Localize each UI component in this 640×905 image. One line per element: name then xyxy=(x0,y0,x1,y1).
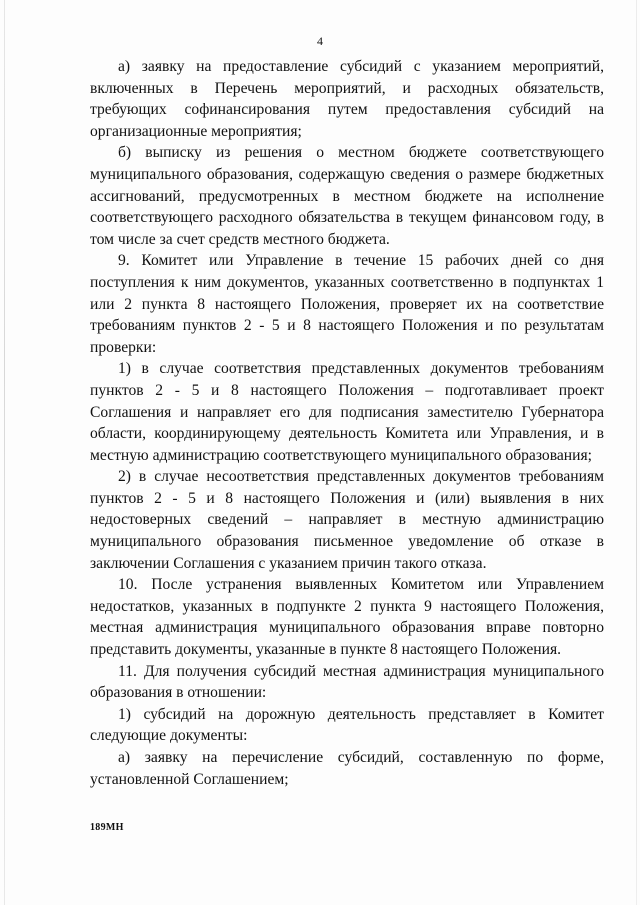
paragraph-clause-11-subitem-a: а) заявку на перечисление субсидий, составленную по форме, установленной Соглашением; xyxy=(90,749,604,788)
paragraph-clause-11-item-1: 1) субсидий на дорожную деятельность представляет в Комитет следующие документы: xyxy=(90,705,604,745)
paragraph-subitem-b-budget-extract: б) выписку из решения о местном бюджете соответствующего муниципального образования, содержащую сведения о размере бюджетных ассигнований, предусмотренных в местном бюджете на исполнение соответствующего расходного обязательства в текущем финансовом году, в том числе за счет средств местного бюджета. xyxy=(90,144,604,248)
paragraph-clause-9: 9. Комитет или Управление в течение 15 рабочих дней со дня поступления к ним документов, указанных соответственно в подпунктах 1 или 2 пункта 8 настоящего Положения, проверяет их на соответствие требованиям пунктов 2 - 5 и 8 настоящего Положения и по результатам проверки: xyxy=(90,252,604,356)
paragraph-clause-9-item-2: 2) в случае несоответствия представленных документов требованиям пунктов 2 - 5 и 8 настоящего Положения и (или) выявления в них недостоверных сведений – направляет в местную администрацию муниципального образования письменное уведомление об отказе в заключении Соглашения с указанием причин такого отказа. xyxy=(90,468,604,572)
paragraph-subitem-a-application: а) заявку на предоставление субсидий с указанием мероприятий, включенных в Перечень мероприятий, и расходных обязательств, требующих софинансирования путем предоставления субсидий на организационные мероприятия; xyxy=(90,58,604,140)
page-number: 4 xyxy=(317,34,323,48)
page-edge-left xyxy=(4,0,5,905)
document-body xyxy=(90,56,604,790)
page-edge-right xyxy=(636,0,637,905)
paragraph-clause-10: 10. После устранения выявленных Комитетом или Управлением недостатков, указанных в подпункте 2 пункта 9 настоящего Положения, местная администрация муниципального образования вправе повторно представить документы, указанные в пункте 8 настоящего Положения. xyxy=(90,576,604,659)
paragraph-clause-9-item-1: 1) в случае соответствия представленных документов требованиям пунктов 2 - 5 и 8 настоящего Положения – подготавливает проект Соглашения и направляет его для подписания заместителю Губернатора области, координирующему деятельность Комитета или Управления, и в местную администрацию соответствующего муниципального образования; xyxy=(90,360,604,464)
document-footer-code: 189МН xyxy=(90,822,124,833)
paragraph-clause-11: 11. Для получения субсидий местная администрация муниципального образования в отношении: xyxy=(90,662,604,702)
